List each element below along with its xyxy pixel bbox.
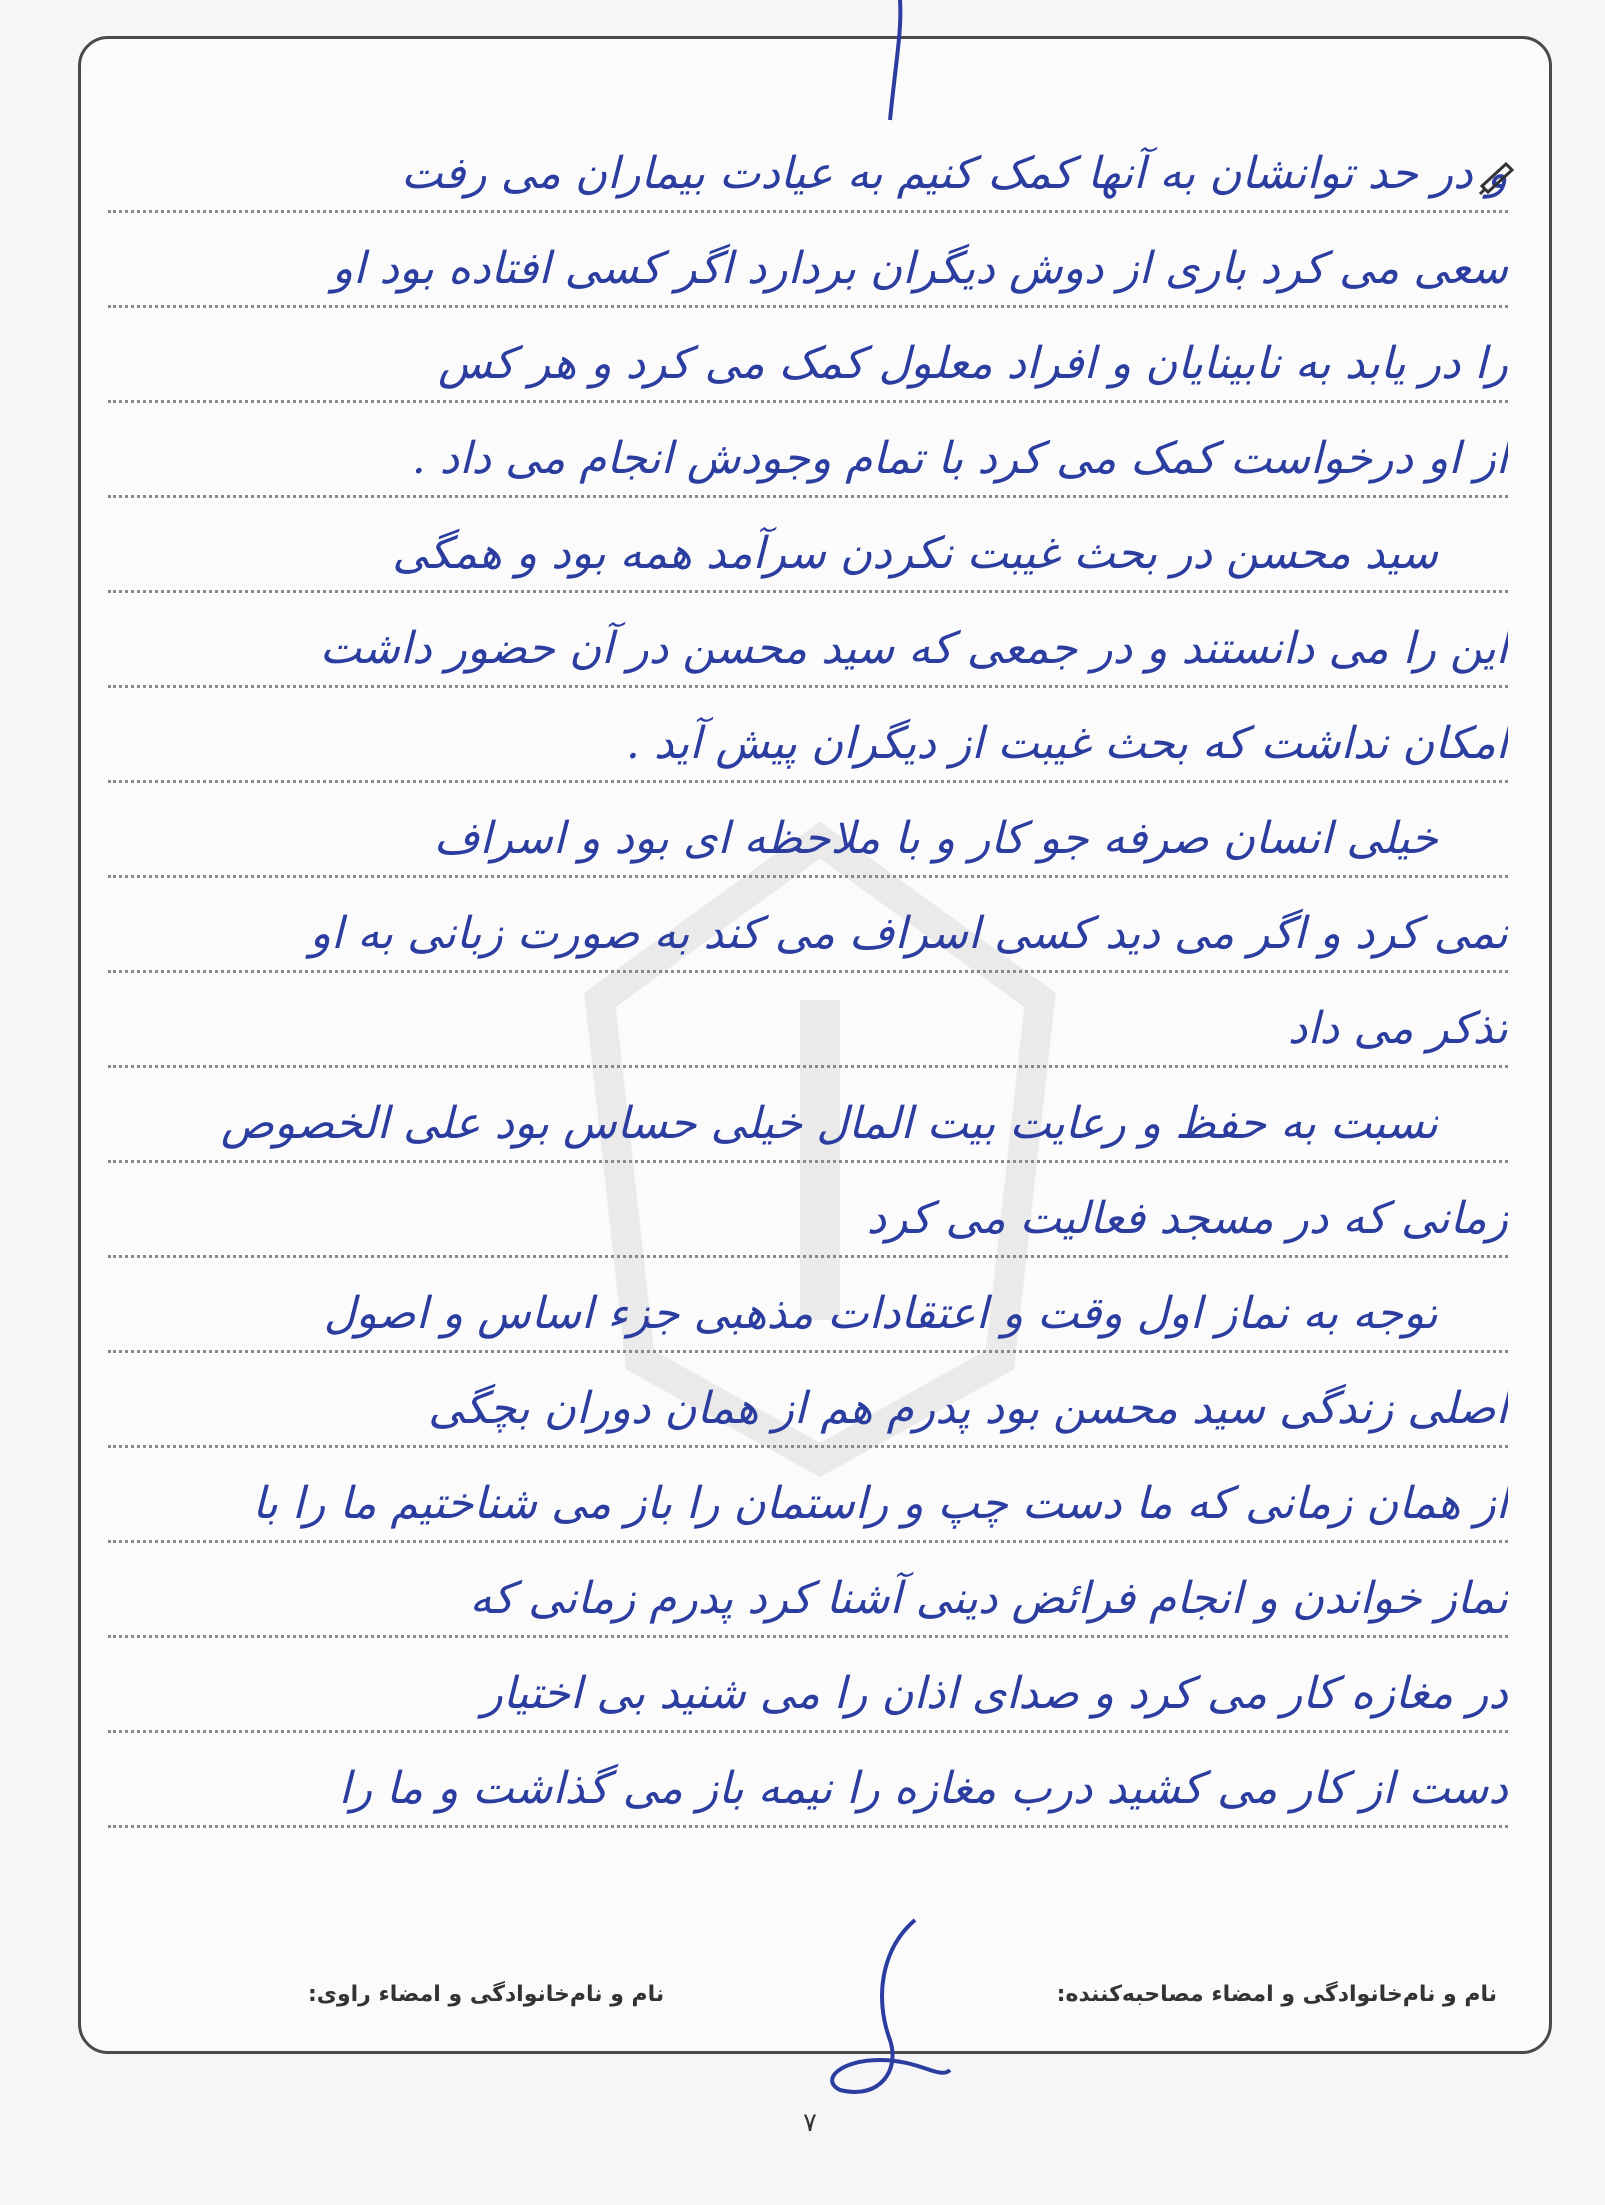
handwritten-line: این را می دانستند و در جمعی که سید محسن در آن حضور داشت <box>319 623 1508 674</box>
handwritten-line: نماز خواندن و انجام فرائض دینی آشنا کرد پدرم زمانی که <box>469 1573 1508 1624</box>
ruled-line <box>108 1163 1508 1258</box>
ruled-line <box>108 688 1508 783</box>
ruled-line <box>108 1448 1508 1543</box>
handwritten-line: دست از کار می کشید درب مغازه را نیمه باز می گذاشت و ما را <box>338 1763 1508 1814</box>
ruled-line <box>108 1543 1508 1638</box>
signature <box>820 1910 960 2110</box>
ruled-line <box>108 403 1508 498</box>
page-number: ۷ <box>803 2108 817 2138</box>
ruled-line <box>108 1638 1508 1733</box>
interviewer-signature-label: نام و نام‌خانوادگی و امضاء مصاحبه‌کننده: <box>1056 1982 1497 2007</box>
ruled-line <box>108 213 1508 308</box>
handwritten-line: نسبت به حفظ و رعایت بیت المال خیلی حساس بود علی الخصوص <box>220 1098 1438 1149</box>
ruled-line <box>108 1353 1508 1448</box>
handwritten-line: از او درخواست کمک می کرد با تمام وجودش انجام می داد . <box>411 433 1508 484</box>
pen-marker-icon <box>1478 156 1518 196</box>
ruled-line <box>108 1258 1508 1353</box>
ruled-line <box>108 308 1508 403</box>
ruled-line <box>108 498 1508 593</box>
handwritten-line: را در یابد به نابینایان و افراد معلول کمک می کرد و هر کس <box>437 338 1508 389</box>
ruled-line <box>108 973 1508 1068</box>
handwritten-line: خیلی انسان صرفه جو کار و با ملاحظه ای بود و اسراف <box>433 813 1438 864</box>
ruled-line <box>108 118 1508 213</box>
ruled-line <box>108 1068 1508 1163</box>
handwritten-line: توجه به نماز اول وقت و اعتقادات مذهبی جزء اساس و اصول <box>323 1288 1438 1339</box>
handwritten-line: زمانی که در مسجد فعالیت می کرد <box>866 1193 1508 1244</box>
ruled-line <box>108 593 1508 688</box>
footer <box>108 1982 1497 2007</box>
handwritten-line: از همان زمانی که ما دست چپ و راستمان را باز می شناختیم ما را با <box>252 1478 1508 1529</box>
handwritten-line: تذکر می داد <box>1287 1003 1508 1054</box>
narrator-signature-label: نام و نام‌خانوادگی و امضاء راوی: <box>308 1982 665 2007</box>
handwritten-line: اصلی زندگی سید محسن بود پدرم هم از همان دوران بچگی <box>428 1383 1508 1434</box>
handwritten-line: امکان نداشت که بحث غیبت از دیگران پیش آید . <box>625 718 1508 769</box>
ruled-line <box>108 1733 1508 1828</box>
ruled-line <box>108 783 1508 878</box>
handwritten-line: سعی می کرد باری از دوش دیگران بردارد اگر کسی افتاده بود او <box>331 243 1508 294</box>
ruled-line <box>108 878 1508 973</box>
handwritten-line: و در حد توانشان به آنها کمک کنیم به عیادت بیماران می رفت <box>401 148 1508 199</box>
handwritten-line: نمی کرد و اگر می دید کسی اسراف می کند به صورت زبانی به او <box>309 908 1508 959</box>
handwritten-line: در مغازه کار می کرد و صدای اذان را می شنید بی اختیار <box>481 1668 1508 1719</box>
handwritten-body <box>108 118 1508 1828</box>
handwritten-line: سید محسن در بحث غیبت نکردن سرآمد همه بود و همگی <box>392 528 1438 579</box>
